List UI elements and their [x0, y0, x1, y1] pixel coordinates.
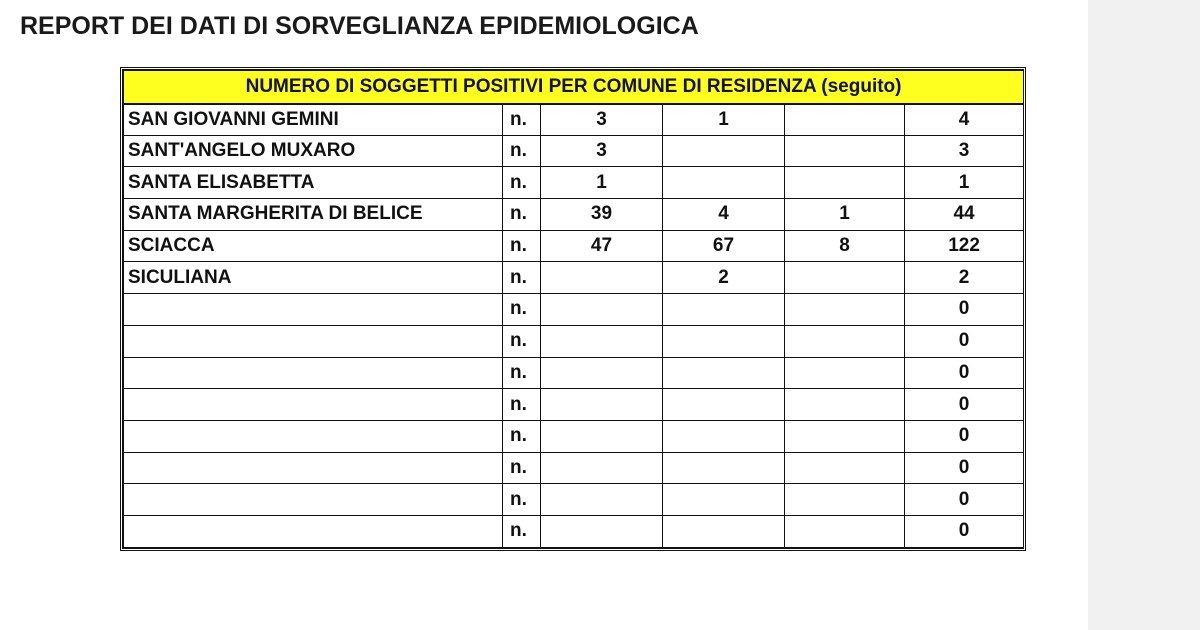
unit-cell: n.: [503, 135, 541, 167]
count-cell-1: [541, 389, 663, 421]
table-row: [124, 357, 1024, 389]
municipality-cell: SANTA MARGHERITA DI BELICE: [124, 199, 503, 231]
count-cell-3: [785, 104, 905, 136]
table-row: [124, 294, 1024, 326]
count-cell-1: 3: [541, 135, 663, 167]
table-row: [124, 420, 1024, 452]
count-cell-1: 47: [541, 230, 663, 262]
count-cell-2: 2: [663, 262, 785, 294]
table-row: [124, 167, 1024, 199]
table-row: [124, 325, 1024, 357]
municipality-cell: SICULIANA: [124, 262, 503, 294]
table-row: [124, 135, 1024, 167]
unit-cell: n.: [503, 452, 541, 484]
count-cell-2: [663, 420, 785, 452]
count-cell-3: [785, 135, 905, 167]
total-cell: 122: [905, 230, 1024, 262]
count-cell-3: [785, 325, 905, 357]
count-cell-1: [541, 484, 663, 516]
total-cell: 0: [905, 515, 1024, 547]
table-row: [124, 262, 1024, 294]
count-cell-2: [663, 294, 785, 326]
municipality-cell: [124, 452, 503, 484]
count-cell-1: [541, 420, 663, 452]
total-cell: 0: [905, 389, 1024, 421]
count-cell-2: [663, 357, 785, 389]
count-cell-2: [663, 389, 785, 421]
total-cell: 0: [905, 325, 1024, 357]
unit-cell: n.: [503, 420, 541, 452]
table-row: [124, 484, 1024, 516]
total-cell: 4: [905, 104, 1024, 136]
unit-cell: n.: [503, 294, 541, 326]
table-row: [124, 452, 1024, 484]
count-cell-3: [785, 262, 905, 294]
count-cell-2: [663, 325, 785, 357]
count-cell-2: [663, 452, 785, 484]
count-cell-1: [541, 325, 663, 357]
count-cell-2: [663, 167, 785, 199]
positives-table-frame: [120, 67, 1026, 551]
table-row: [124, 230, 1024, 262]
count-cell-2: 4: [663, 199, 785, 231]
unit-cell: n.: [503, 230, 541, 262]
count-cell-1: [541, 515, 663, 547]
unit-cell: n.: [503, 389, 541, 421]
count-cell-3: [785, 294, 905, 326]
municipality-cell: SCIACCA: [124, 230, 503, 262]
total-cell: 0: [905, 294, 1024, 326]
count-cell-3: [785, 420, 905, 452]
count-cell-3: [785, 389, 905, 421]
total-cell: 3: [905, 135, 1024, 167]
count-cell-3: 1: [785, 199, 905, 231]
municipality-cell: [124, 515, 503, 547]
municipality-cell: SAN GIOVANNI GEMINI: [124, 104, 503, 136]
municipality-cell: [124, 389, 503, 421]
unit-cell: n.: [503, 325, 541, 357]
total-cell: 44: [905, 199, 1024, 231]
count-cell-1: [541, 294, 663, 326]
count-cell-1: 39: [541, 199, 663, 231]
count-cell-2: 1: [663, 104, 785, 136]
total-cell: 0: [905, 484, 1024, 516]
municipality-cell: [124, 484, 503, 516]
unit-cell: n.: [503, 167, 541, 199]
table-row: [124, 199, 1024, 231]
unit-cell: n.: [503, 104, 541, 136]
table-header-row: [124, 71, 1024, 104]
count-cell-3: [785, 452, 905, 484]
count-cell-3: [785, 167, 905, 199]
total-cell: 0: [905, 420, 1024, 452]
table-row: [124, 515, 1024, 547]
count-cell-1: 1: [541, 167, 663, 199]
count-cell-3: [785, 357, 905, 389]
table-header-title: NUMERO DI SOGGETTI POSITIVI PER COMUNE DI RESIDENZA (seguito): [124, 71, 1024, 104]
count-cell-2: [663, 515, 785, 547]
positives-by-municipality-table: [123, 70, 1024, 548]
count-cell-3: [785, 515, 905, 547]
count-cell-2: [663, 484, 785, 516]
table-row: [124, 389, 1024, 421]
count-cell-3: [785, 484, 905, 516]
count-cell-2: 67: [663, 230, 785, 262]
municipality-cell: [124, 294, 503, 326]
unit-cell: n.: [503, 199, 541, 231]
unit-cell: n.: [503, 357, 541, 389]
count-cell-3: 8: [785, 230, 905, 262]
unit-cell: n.: [503, 515, 541, 547]
count-cell-2: [663, 135, 785, 167]
count-cell-1: [541, 452, 663, 484]
total-cell: 0: [905, 452, 1024, 484]
table-row: [124, 104, 1024, 136]
document-title: REPORT DEI DATI DI SORVEGLIANZA EPIDEMIOLOGICA: [20, 12, 699, 40]
count-cell-1: [541, 357, 663, 389]
total-cell: 2: [905, 262, 1024, 294]
unit-cell: n.: [503, 484, 541, 516]
count-cell-1: 3: [541, 104, 663, 136]
municipality-cell: [124, 357, 503, 389]
municipality-cell: SANTA ELISABETTA: [124, 167, 503, 199]
unit-cell: n.: [503, 262, 541, 294]
total-cell: 1: [905, 167, 1024, 199]
municipality-cell: [124, 325, 503, 357]
municipality-cell: SANT'ANGELO MUXARO: [124, 135, 503, 167]
count-cell-1: [541, 262, 663, 294]
municipality-cell: [124, 420, 503, 452]
total-cell: 0: [905, 357, 1024, 389]
